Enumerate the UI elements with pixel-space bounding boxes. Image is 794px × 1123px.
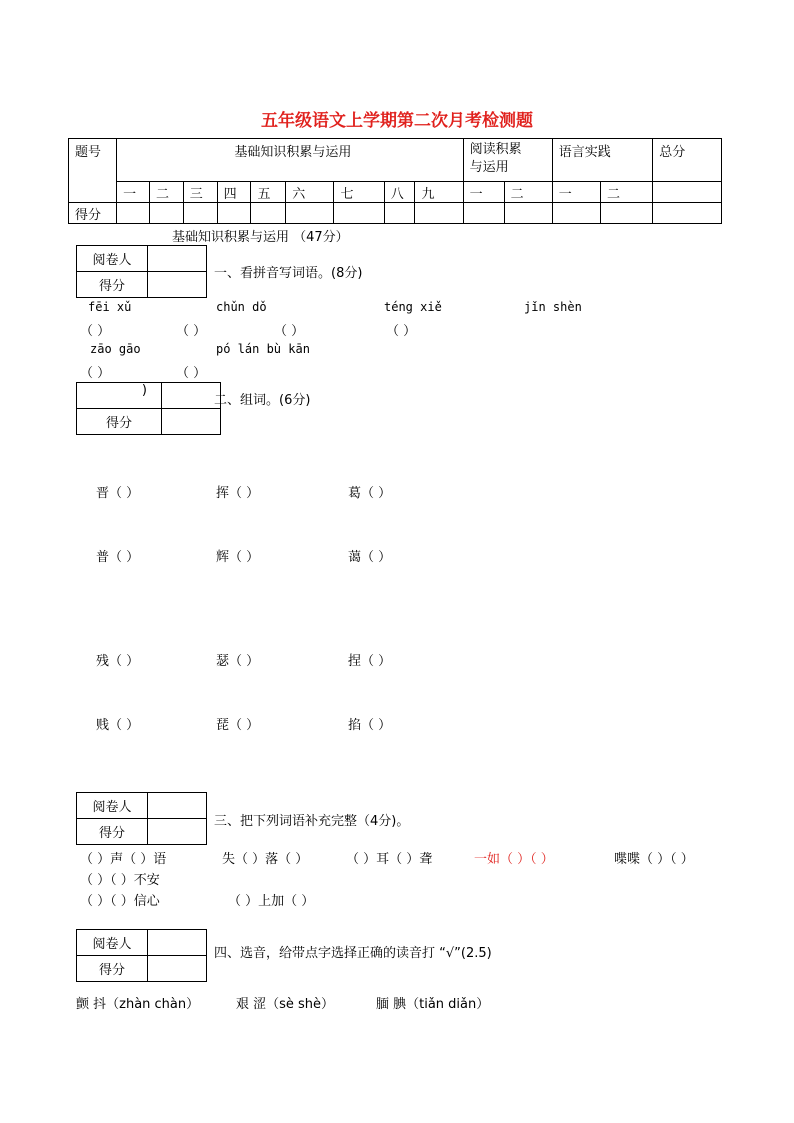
q2-item[interactable]: 捏（ ） — [348, 654, 392, 669]
score-table-number: 一 — [463, 182, 504, 203]
grader-score-input[interactable] — [148, 272, 207, 298]
grader-score-label: 得分 — [77, 819, 148, 845]
grader-reviewer-input[interactable] — [162, 383, 221, 409]
q2-item[interactable]: 掐（ ） — [348, 718, 392, 733]
score-table-number: 四 — [217, 182, 251, 203]
grader-score-label: 得分 — [77, 272, 148, 298]
q3-blank-item[interactable]: （ ）上加（ ） — [228, 894, 315, 909]
q1-answer-blank[interactable]: （ ） — [176, 324, 207, 339]
score-cell[interactable] — [117, 203, 150, 224]
q1-pinyin: jǐn shèn — [524, 300, 582, 314]
q3-blank-item-highlight[interactable]: 一如（ ）（ ） — [474, 852, 554, 867]
grader-score-label: 得分 — [77, 409, 162, 435]
score-table — [68, 138, 722, 224]
score-cell[interactable] — [552, 203, 600, 224]
score-table-number: 九 — [415, 182, 463, 203]
grader-score-label: 得分 — [77, 956, 148, 982]
q3-blank-item[interactable]: 失（ ）落（ ） — [222, 852, 309, 867]
score-table-section-basic: 基础知识积累与运用 — [117, 139, 463, 182]
q2-item[interactable]: 贱（ ） — [96, 718, 140, 733]
grader-score-input[interactable] — [162, 409, 221, 435]
score-cell[interactable] — [183, 203, 217, 224]
score-table-number: 一 — [552, 182, 600, 203]
q2-item[interactable]: 蔼（ ） — [348, 550, 392, 565]
q2-item[interactable]: 普（ ） — [96, 550, 140, 565]
score-cell[interactable] — [384, 203, 415, 224]
q3-blank-item[interactable]: （ ）声（ ）语 — [80, 852, 167, 867]
grader-reviewer-label: 阅卷人 — [77, 793, 148, 819]
q1-answer-blank[interactable]: （ ） — [80, 366, 111, 381]
q4-item[interactable]: 颤 抖（zhàn chàn） — [76, 997, 200, 1012]
q2-item[interactable]: 辉（ ） — [216, 550, 260, 565]
grader-reviewer-input[interactable] — [148, 930, 207, 956]
score-cell[interactable] — [600, 203, 652, 224]
q1-pinyin: pó lán bù kān — [216, 342, 310, 356]
grader-reviewer-label: 阅卷人 — [77, 930, 148, 956]
grader-reviewer-fragment: ) — [77, 383, 162, 409]
q3-blank-item[interactable]: （ ）耳（ ）聋 — [346, 852, 433, 867]
q2-item[interactable]: 挥（ ） — [216, 486, 260, 501]
score-cell[interactable] — [463, 203, 504, 224]
q1-pinyin: zāo gāo — [90, 342, 141, 356]
score-cell[interactable] — [217, 203, 251, 224]
q1-pinyin: fēi xǔ — [88, 300, 132, 314]
score-table-section-reading-line1: 阅读积累 — [469, 142, 522, 157]
page-title: 五年级语文上学期第二次月考检测题 — [261, 111, 533, 131]
score-table-number: 五 — [251, 182, 286, 203]
score-table-section-language: 语言实践 — [552, 139, 652, 182]
q2-item[interactable]: 晋（ ） — [96, 486, 140, 501]
q2-item[interactable]: 葛（ ） — [348, 486, 392, 501]
q3-title: 三、把下列词语补充完整（4分)。 — [214, 814, 410, 829]
grader-box-q2 — [76, 382, 221, 435]
score-cell[interactable] — [653, 203, 722, 224]
score-table-number: 二 — [149, 182, 183, 203]
q1-answer-blank[interactable]: （ ） — [80, 324, 111, 339]
score-table-score-label: 得分 — [69, 203, 117, 224]
score-table-section-reading-line2: 与运用 — [469, 160, 509, 175]
score-table-number: 一 — [117, 182, 150, 203]
q3-blank-item[interactable]: （ ）（ ）不安 — [80, 873, 160, 888]
q2-item[interactable]: 琵（ ） — [216, 718, 260, 733]
q1-answer-blank[interactable]: （ ） — [274, 324, 305, 339]
q1-answer-blank[interactable]: （ ） — [176, 366, 207, 381]
score-cell[interactable] — [149, 203, 183, 224]
score-table-number: 七 — [334, 182, 384, 203]
q2-item[interactable]: 残（ ） — [96, 654, 140, 669]
grader-box-q1 — [76, 245, 207, 298]
score-table-number: 六 — [286, 182, 334, 203]
q3-blank-item[interactable]: 喋喋（ ）（ ） — [614, 852, 694, 867]
score-cell[interactable] — [251, 203, 286, 224]
score-cell[interactable] — [504, 203, 552, 224]
score-table-number: 八 — [384, 182, 415, 203]
grader-reviewer-label: 阅卷人 — [77, 246, 148, 272]
q1-pinyin: téng xiě — [384, 300, 442, 314]
q2-item[interactable]: 瑟（ ） — [216, 654, 260, 669]
q1-title: 一、看拼音写词语。(8分) — [214, 266, 363, 281]
score-cell[interactable] — [415, 203, 463, 224]
score-table-total: 总分 — [653, 139, 722, 182]
grader-box-q3 — [76, 792, 207, 845]
grader-box-q4 — [76, 929, 207, 982]
q4-item[interactable]: 腼 腆（tiǎn diǎn） — [376, 997, 490, 1012]
q3-blank-item[interactable]: （ ）（ ）信心 — [80, 894, 160, 909]
grader-score-input[interactable] — [148, 819, 207, 845]
q2-title: 二、组词。(6分) — [214, 393, 311, 408]
grader-score-input[interactable] — [148, 956, 207, 982]
score-cell[interactable] — [334, 203, 384, 224]
score-cell[interactable] — [286, 203, 334, 224]
score-table-section-reading — [463, 139, 552, 182]
q1-answer-blank[interactable]: （ ） — [386, 324, 417, 339]
q1-pinyin: chǔn dǒ — [216, 300, 267, 314]
q4-item[interactable]: 艰 涩（sè shè） — [236, 997, 335, 1012]
score-table-number: 二 — [600, 182, 652, 203]
grader-reviewer-input[interactable] — [148, 793, 207, 819]
grader-reviewer-input[interactable] — [148, 246, 207, 272]
score-table-header-label: 题号 — [69, 139, 117, 203]
score-table-cell — [653, 182, 722, 203]
score-table-number: 三 — [183, 182, 217, 203]
score-table-number: 二 — [504, 182, 552, 203]
part-heading: 基础知识积累与运用 （47分） — [172, 230, 349, 245]
q4-title: 四、选音，给带点字选择正确的读音打 “√”(2.5) — [214, 946, 492, 961]
